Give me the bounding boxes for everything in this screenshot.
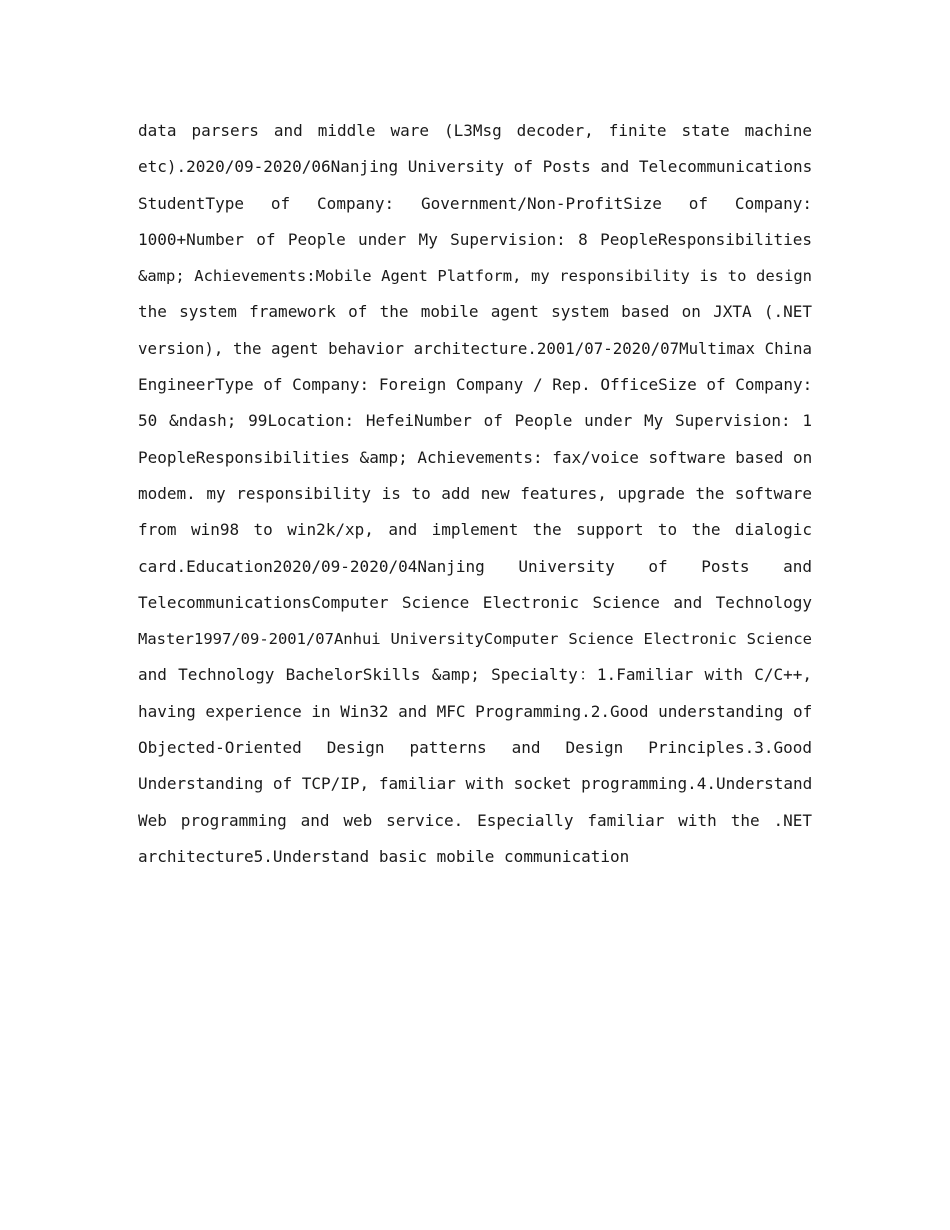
text-line: PeopleResponsibilities &amp; Achievements: fax/voice software based on <box>138 447 812 467</box>
text-line: data parsers and middle ware (L3Msg decoder, finite state machine <box>138 121 812 140</box>
text-line: version), the agent behavior architecture.2001/07-2020/07Multimax China <box>138 338 812 358</box>
text-line: etc).2020/09-2020/06Nanjing University of Posts and Telecommunications <box>138 157 812 177</box>
text-line: StudentType of Company: Government/Non-ProfitSize of Company: <box>138 193 812 213</box>
text-line: architecture5.Understand basic mobile communication <box>138 846 630 866</box>
text-line: 50 &ndash; 99Location: HefeiNumber of People under My Supervision: 1 <box>138 411 812 431</box>
text-line: the system framework of the mobile agent system based on JXTA (.NET <box>138 302 812 322</box>
text-line: card.Education2020/09-2020/04Nanjing University of Posts and <box>138 556 812 576</box>
text-line: EngineerType of Company: Foreign Company / Rep. OfficeSize of Company: <box>138 375 812 395</box>
text-line: Master1997/09-2001/07Anhui UniversityComputer Science Electronic Science <box>138 630 812 649</box>
text-line: Understanding of TCP/IP, familiar with socket programming.4.Understand <box>138 774 812 794</box>
text-line: Objected-Oriented Design patterns and Design Principles.3.Good <box>138 738 812 758</box>
text-line: TelecommunicationsComputer Science Electronic Science and Technology <box>138 592 812 612</box>
text-line: and Technology BachelorSkills &amp; Specialty：1.Familiar with C/C++, <box>138 665 812 685</box>
text-line: from win98 to win2k/xp, and implement the support to the dialogic <box>138 520 812 540</box>
text-line: modem. my responsibility is to add new features, upgrade the software <box>138 483 812 503</box>
text-line: 1000+Number of People under My Supervision: 8 PeopleResponsibilities <box>138 229 812 249</box>
text-line: Web programming and web service. Especially familiar with the .NET <box>138 810 812 830</box>
text-line: &amp; Achievements:Mobile Agent Platform, my responsibility is to design <box>138 267 812 286</box>
text-line: having experience in Win32 and MFC Programming.2.Good understanding of <box>138 701 812 721</box>
body-text <box>138 113 812 875</box>
